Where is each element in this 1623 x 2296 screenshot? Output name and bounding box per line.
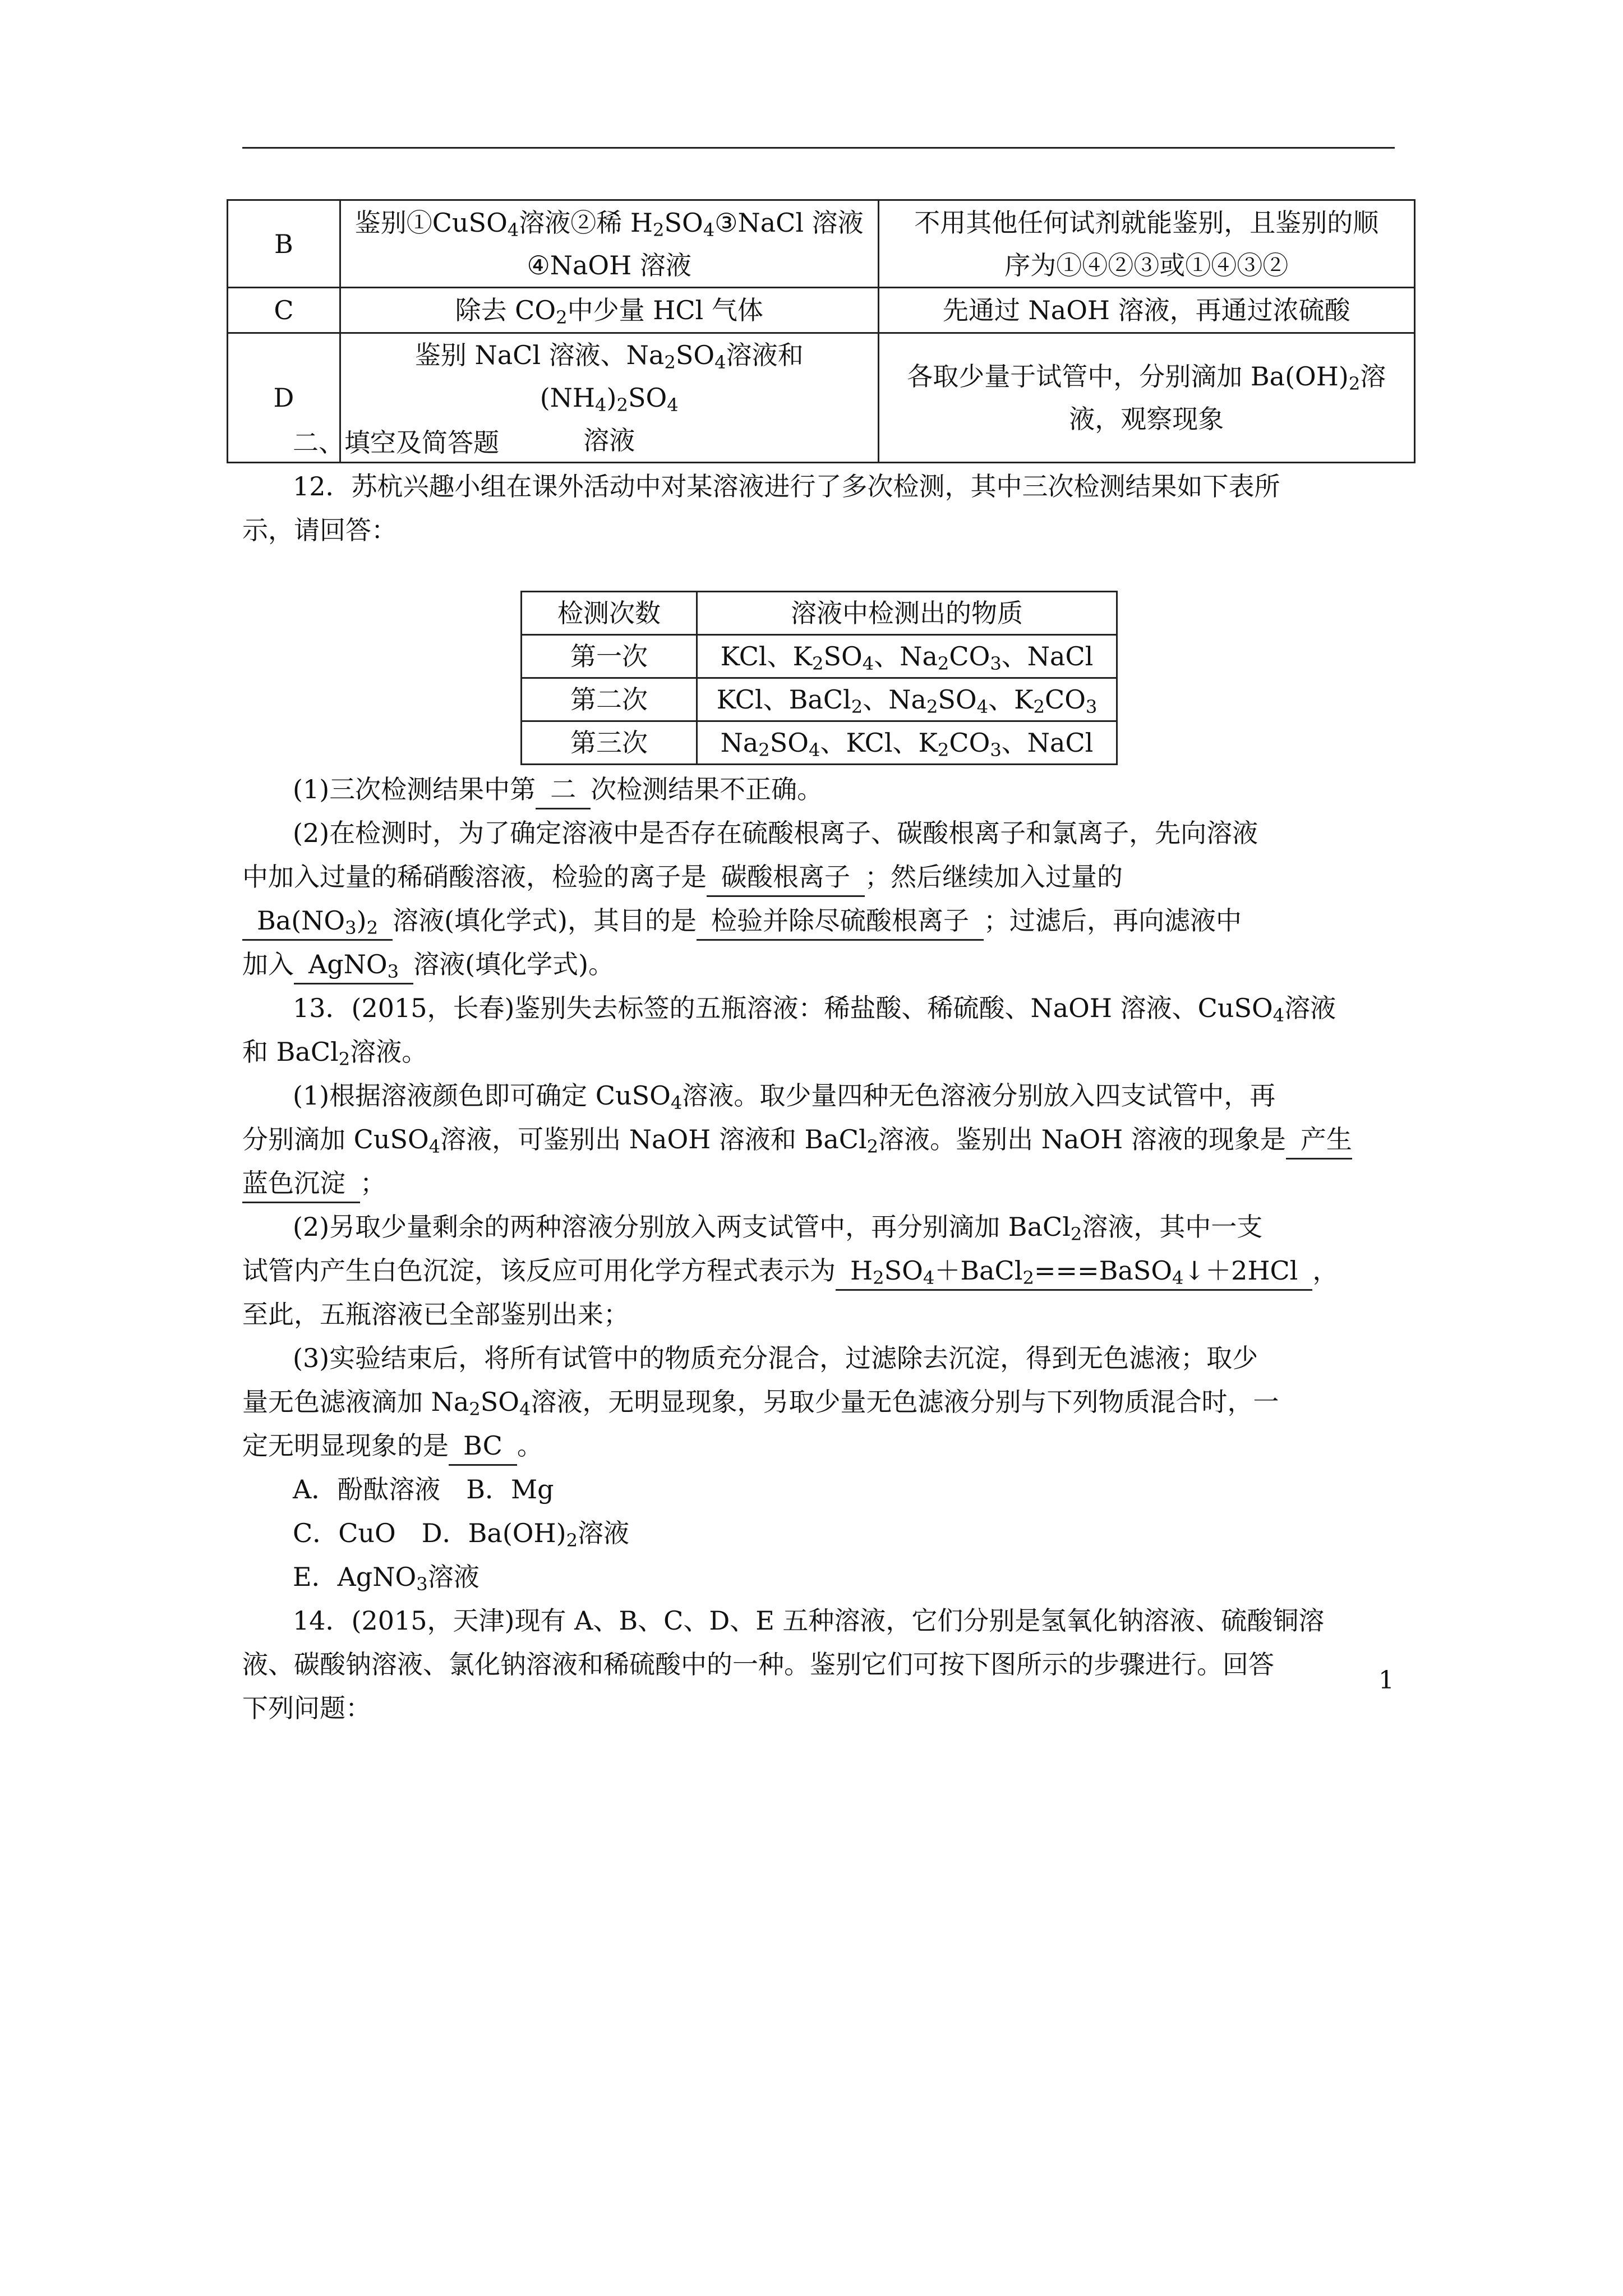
row-method: 不用其他任何试剂就能鉴别，且鉴别的顺 序为①④②③或①④③② (878, 200, 1414, 288)
answer-blank: $Ba(NO_3)_2$ (242, 902, 393, 941)
table-row (522, 635, 1117, 678)
header-rule (242, 147, 1395, 149)
q13-part-2-line: 至此，五瓶溶液已全部鉴别出来； (242, 1299, 629, 1329)
column-header: 溶液中检测出的物质 (697, 592, 1117, 635)
q13-part-1-line: (1)根据溶液颜色即可确定 CuSO$_4$溶液。取少量四种无色溶液分别放入四支试管中，再 (293, 1080, 1276, 1114)
answer-blank: 碳酸根离子 (707, 858, 865, 897)
section-title: 二、填空及简答题 (293, 427, 499, 458)
row-operation: 除去 $CO_2$中少量 HCl 气体 (340, 288, 878, 333)
table-cell: $Na_2SO_4$、KCl、$K_2CO_3$、NaCl (697, 721, 1117, 765)
row-label: B (228, 200, 340, 288)
q13-option-line: E．AgNO$_3$溶液 (293, 1562, 479, 1595)
answer-blank: 蓝色沉淀 (242, 1165, 360, 1203)
q13-part-3-line: (3)实验结束后，将所有试管中的物质充分混合，过滤除去沉淀，得到无色滤液；取少 (293, 1343, 1258, 1373)
answer-blank: BC (449, 1427, 517, 1466)
q12-part-2-line: 加入 AgNO$_3$ 溶液(填化学式)。 (0, 942, 1623, 986)
q13-part-3-line: 定无明显现象的是 BC 。 (0, 1424, 1623, 1467)
q13-part-1-line: 分别滴加 CuSO$_4$溶液，可鉴别出 NaOH 溶液和 BaCl$_2$溶液。鉴别出 NaOH 溶液的现象是 产生 (0, 1117, 1623, 1161)
row-label: C (228, 288, 340, 333)
row-method: 先通过 NaOH 溶液，再通过浓硫酸 (878, 288, 1414, 333)
column-header: 检测次数 (522, 592, 697, 635)
q12-intro-line: 12．苏杭兴趣小组在课外活动中对某溶液进行了多次检测，其中三次检测结果如下表所 (293, 471, 1280, 501)
table-row (522, 678, 1117, 721)
q13-option-line: A．酚酞溶液 B．Mg (293, 1474, 554, 1504)
body-text (0, 767, 1623, 1730)
detection-table (520, 591, 1118, 765)
row-label: D (228, 333, 340, 463)
q13-part-2-line: 试管内产生白色沉淀，该反应可用化学方程式表示为 $H_2SO_4+BaCl_2===BaSO_4↓+2HCl$ ， (0, 1249, 1623, 1292)
q12-part-2-line: 中加入过量的稀硝酸溶液，检验的离子是 碳酸根离子 ；然后继续加入过量的 (0, 855, 1623, 899)
q13-part-3-line: 量无色滤液滴加 $Na_2SO_4$溶液，无明显现象，另取少量无色滤液分别与下列物质混合时，一 (242, 1387, 1279, 1420)
table-cell: 第二次 (522, 678, 697, 721)
answer-blank: 二 (536, 771, 591, 809)
table-header-row (522, 592, 1117, 635)
q14-line: 液、碳酸钠溶液、氯化钠溶液和稀硫酸中的一种。鉴别它们可按下图所示的步骤进行。回答 (242, 1649, 1274, 1680)
q14-line: 14．(2015，天津)现有 A、B、C、D、E 五种溶液，它们分别是氢氧化钠溶液、硫酸铜溶 (293, 1605, 1325, 1636)
row-method: 各取少量于试管中，分别滴加 $Ba(OH)_2$溶 液，观察现象 (878, 333, 1414, 463)
table-cell: 第三次 (522, 721, 697, 765)
table-row (522, 721, 1117, 765)
answer-blank: 检验并除尽硫酸根离子 (697, 902, 984, 941)
q12-part-2-line: (2)在检测时，为了确定溶液中是否存在硫酸根离子、碳酸根离子和氯离子，先向溶液 (293, 818, 1258, 848)
answer-blank: AgNO$_3$ (294, 946, 413, 984)
table-cell: 第一次 (522, 635, 697, 678)
q12-part-1: (1)三次检测结果中第 二 次检测结果不正确。 (0, 767, 1623, 811)
row-operation: 鉴别 NaCl 溶液、$Na_2SO_4$溶液和$(NH_4)_2SO_4$ 溶液 (340, 333, 878, 463)
q12-intro-line: 示，请回答： (242, 515, 397, 545)
table-cell: KCl、BaCl$_2$、$Na_2SO_4$、$K_2CO_3$ (697, 678, 1117, 721)
table-row (228, 288, 1415, 333)
q13-intro-line: 和 BaCl$_2$溶液。 (242, 1037, 428, 1070)
page-number: 1 (1378, 1666, 1394, 1695)
answer-blank: $H_2SO_4+BaCl_2===BaSO_4↓+2HCl$ (836, 1252, 1312, 1291)
q13-intro-line: 13．(2015，长春)鉴别失去标签的五瓶溶液：稀盐酸、稀硫酸、NaOH 溶液、CuSO$_4$溶液 (293, 993, 1336, 1027)
row-operation: 鉴别①CuSO$_4$溶液②稀 $H_2SO_4③NaCl$ 溶液 ④NaOH 溶液 (340, 200, 878, 288)
table-row (228, 200, 1415, 288)
table-cell: KCl、$K_2SO_4$、$Na_2CO_3$、NaCl (697, 635, 1117, 678)
q13-part-2-line: (2)另取少量剩余的两种溶液分别放入两支试管中，再分别滴加 BaCl$_2$溶液，其中一支 (293, 1212, 1263, 1245)
q13-part-1-line: 蓝色沉淀 ； (0, 1161, 1623, 1205)
q14-line: 下列问题： (242, 1693, 371, 1723)
q12-part-2-line: $Ba(NO_3)_2$ 溶液(填化学式)，其目的是 检验并除尽硫酸根离子 ；过滤后，再向滤液中 (0, 899, 1623, 942)
answer-blank: 产生 (1286, 1121, 1352, 1159)
q13-option-line: C．CuO D．$Ba(OH)_2$溶液 (293, 1518, 630, 1552)
q12-intro-block (0, 421, 1623, 552)
